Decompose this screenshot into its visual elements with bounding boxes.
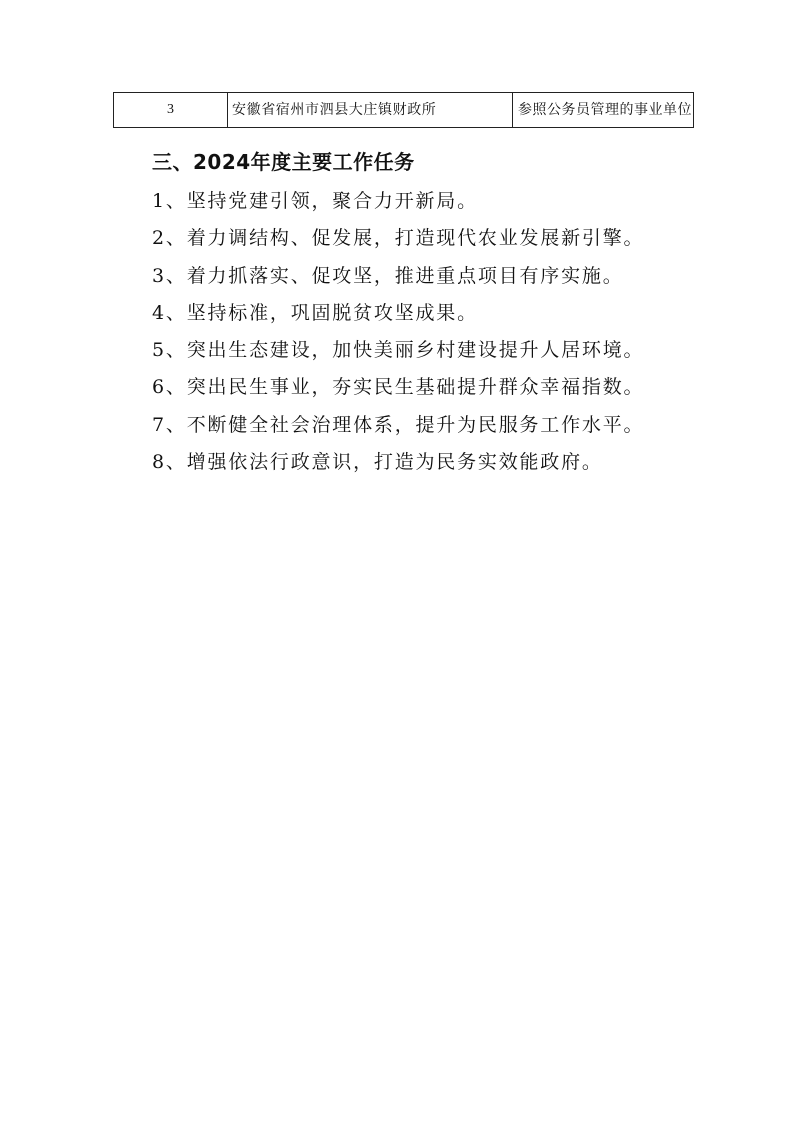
task-list [152, 189, 644, 487]
organization-name-cell: 安徽省宿州市泗县大庄镇财政所 [228, 93, 513, 128]
organization-type-cell: 参照公务员管理的事业单位 [513, 93, 694, 128]
task-item-7: 7、不断健全社会治理体系，提升为民服务工作水平。 [152, 413, 645, 436]
section-heading: 三、2024年度主要工作任务 [152, 150, 415, 174]
task-item-5: 5、突出生态建设，加快美丽乡村建设提升人居环境。 [152, 339, 645, 362]
organization-table [113, 92, 694, 128]
task-item-3: 3、着力抓落实、促攻坚，推进重点项目有序实施。 [152, 264, 624, 287]
task-item-4: 4、坚持标准，巩固脱贫攻坚成果。 [152, 301, 478, 324]
task-item-2: 2、着力调结构、促发展，打造现代农业发展新引擎。 [152, 227, 645, 250]
task-item-1: 1、坚持党建引领，聚合力开新局。 [152, 190, 478, 212]
task-item-8: 8、增强依法行政意识，打造为民务实效能政府。 [152, 451, 603, 474]
row-number-cell: 3 [114, 93, 228, 128]
task-item-6: 6、突出民生事业，夯实民生基础提升群众幸福指数。 [152, 376, 645, 399]
table-row [114, 93, 694, 128]
